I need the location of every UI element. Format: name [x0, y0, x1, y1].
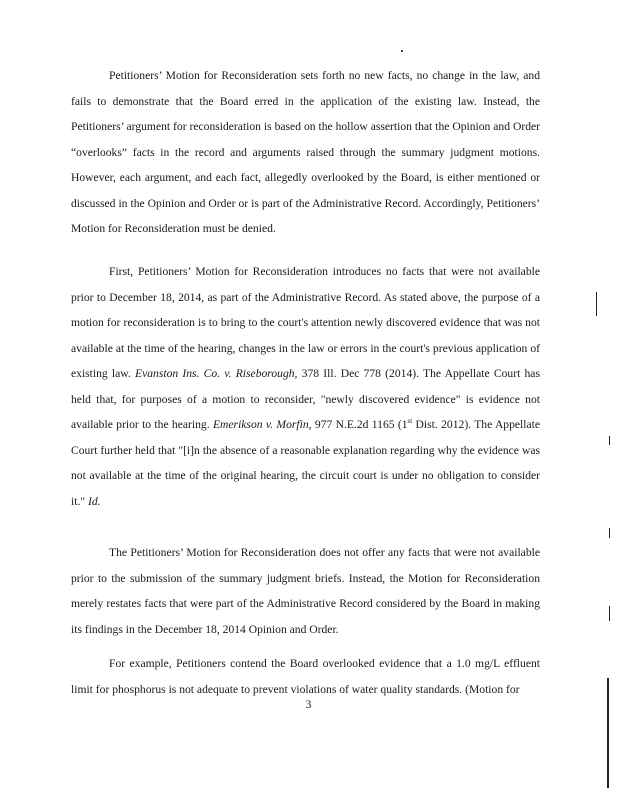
- paragraph-text: For example, Petitioners contend the Board overlooked evidence that a 1.0 mg/L effluent limit for phosphorus is not adequate to prevent violations of water quality standards. (Motion for: [71, 657, 540, 696]
- paragraph-text: First, Petitioners’ Motion for Reconsideration introduces no facts that were not available prior to December 18, 2014, as part of the Administrative Record. As stated above, the purpose of a motion for reconsideration is to bring to the court's attention newly discovered evidence that was not available at the time of the hearing, changes in the law or errors in the court's previous application of existing law.: [71, 265, 540, 380]
- case-citation-evanston: Evanston Ins. Co. v. Riseborough,: [135, 367, 298, 380]
- paragraph-first-argument: [71, 259, 540, 514]
- margin-mark: [609, 528, 610, 538]
- paragraph-example: [71, 651, 540, 702]
- ordinal-suffix: st: [407, 417, 413, 426]
- id-citation: Id.: [87, 494, 101, 508]
- paragraph-intro-text: Petitioners’ Motion for Reconsideration sets forth no new facts, no change in the law, and fails to demonstrate that the Board erred in the application of the existing law. Instead, the Petitioners’ argument for reconsideration is based on the hollow assertion that the Opinion and Order “overlooks” facts in the record and arguments raised through the summary judgment motions. However, each argument, and each fact, allegedly overlooked by the Board, is either mentioned or discussed in the Opinion and Order or is part of the Administrative Record. Accordingly, Petitioners’ Motion for Reconsideration must be denied.: [71, 69, 540, 235]
- paragraph-no-new-facts: [71, 540, 540, 642]
- paragraph-text: 977 N.E.2d 1165 (1: [311, 418, 408, 431]
- case-citation-emerikson: Emerikson v. Morfin,: [212, 418, 312, 431]
- margin-mark: [596, 292, 597, 316]
- paragraph-text: Dist. 2012). The Appellate Court further held that "[i]n the absence of a reasonable explanation regarding why the evidence was not available at the time of the original hearing, the circuit court is under no obligation to consider it.": [71, 418, 541, 508]
- margin-mark: [609, 436, 610, 445]
- paragraph-text: 378 Ill. Dec 778 (2014). The Appellate Court has held that, for purposes of a motion to reconsider, "newly discovered evidence" is evidence not available prior to the hearing.: [71, 367, 540, 431]
- paragraph-intro: [71, 63, 540, 242]
- page-number: 3: [305, 698, 312, 711]
- margin-mark: [609, 606, 610, 621]
- margin-bar: [607, 678, 609, 788]
- paragraph-text: The Petitioners’ Motion for Reconsideration does not offer any facts that were not available prior to the submission of the summary judgment briefs. Instead, the Motion for Reconsideration merely restates facts that were part of the Administrative Record considered by the Board in making its findings in the December 18, 2014 Opinion and Order.: [71, 546, 540, 636]
- scan-speck: [401, 50, 403, 52]
